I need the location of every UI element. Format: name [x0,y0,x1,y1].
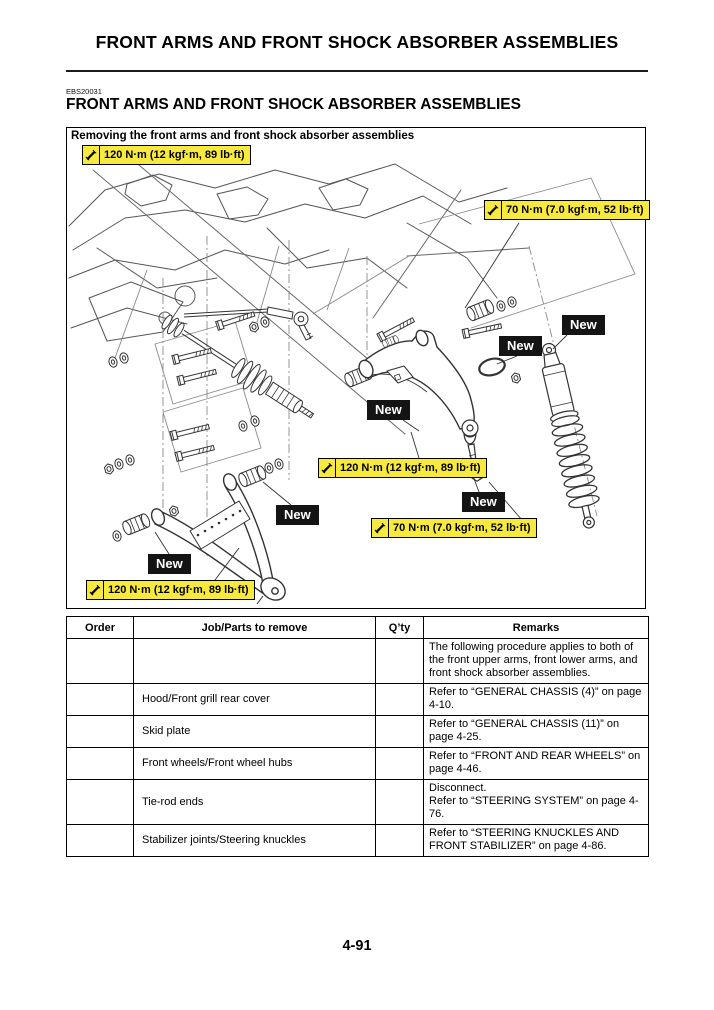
torque-value: 120 N·m (12 kgf·m, 89 lb·ft) [108,584,249,596]
cell-order [67,825,134,857]
procedure-table [66,616,649,857]
torque-value: 70 N·m (7.0 kgf·m, 52 lb·ft) [506,204,644,216]
table-row [67,716,649,748]
cell-order [67,684,134,716]
column-header-remarks: Remarks [424,617,649,639]
running-header-title: FRONT ARMS AND FRONT SHOCK ABSORBER ASSEMBLIES [95,32,619,52]
cell-qty [376,780,424,825]
cell-remarks [424,716,649,748]
new-part-label: New [462,492,505,512]
torque-callout [371,518,537,538]
remark-line: Refer to “GENERAL CHASSIS (11)” on page 4-25. [429,718,620,743]
section-title: FRONT ARMS AND FRONT SHOCK ABSORBER ASSEMBLIES [66,96,521,113]
cell-remarks [424,639,649,684]
figure-title: Removing the front arms and front shock absorber assemblies [71,130,415,142]
torque-value: 120 N·m (12 kgf·m, 89 lb·ft) [340,462,481,474]
cell-job [134,639,376,684]
remark-line: Refer to “FRONT AND REAR WHEELS” on page 4-46. [429,750,641,775]
torque-callout [484,200,650,220]
table-row [67,684,649,716]
torque-callout [82,145,251,165]
torque-callout [86,580,255,600]
cell-qty [376,639,424,684]
table-header-row [67,617,649,639]
cell-qty [376,716,424,748]
new-part-label: New [562,315,605,335]
ball-joint-seal [477,356,506,378]
cell-qty [376,825,424,857]
column-header-order: Order [67,617,134,639]
section-code: EBS20031 [66,87,102,96]
new-part-label: New [499,336,542,356]
torque-wrench-icon [372,519,389,537]
torque-wrench-icon [319,459,336,477]
figure-box [66,127,646,609]
torque-value: 120 N·m (12 kgf·m, 89 lb·ft) [104,149,245,161]
cell-remarks [424,825,649,857]
column-header-job: Job/Parts to remove [134,617,376,639]
cell-remarks [424,780,649,825]
remark-line: Refer to “GENERAL CHASSIS (4)” on page 4-10. [429,686,642,711]
cell-order [67,639,134,684]
cell-job: Tie-rod ends [134,780,376,825]
torque-wrench-icon [83,146,100,164]
cell-order [67,780,134,825]
cell-remarks [424,748,649,780]
header-rule [66,70,648,72]
cell-qty [376,684,424,716]
column-header-qty: Q’ty [376,617,424,639]
table-row [67,748,649,780]
new-part-label: New [367,400,410,420]
cell-job: Stabilizer joints/Steering knuckles [134,825,376,857]
torque-callout [318,458,487,478]
cell-job: Front wheels/Front wheel hubs [134,748,376,780]
remark-line: Refer to “STEERING KNUCKLES AND FRONT STABILIZER” on page 4-86. [429,827,620,852]
page-content [66,0,648,857]
cell-order [67,748,134,780]
cell-remarks [424,684,649,716]
new-part-label: New [148,554,191,574]
table-row [67,825,649,857]
table-row [67,639,649,684]
remark-line: Refer to “STEERING SYSTEM” on page 4-76. [429,795,639,820]
remark-line: The following procedure applies to both of the front upper arms, front lower arms, and front shock absorber assemblies. [429,641,638,679]
torque-value: 70 N·m (7.0 kgf·m, 52 lb·ft) [393,522,531,534]
page-number: 4-91 [342,938,372,954]
cell-job: Skid plate [134,716,376,748]
cell-order [67,716,134,748]
tie-rod [184,307,313,340]
new-part-label: New [276,505,319,525]
cell-qty [376,748,424,780]
cell-job: Hood/Front grill rear cover [134,684,376,716]
shock-absorber [532,340,605,531]
table-row [67,780,649,825]
remark-line: Disconnect. [429,782,487,794]
torque-wrench-icon [485,201,502,219]
torque-wrench-icon [87,581,104,599]
